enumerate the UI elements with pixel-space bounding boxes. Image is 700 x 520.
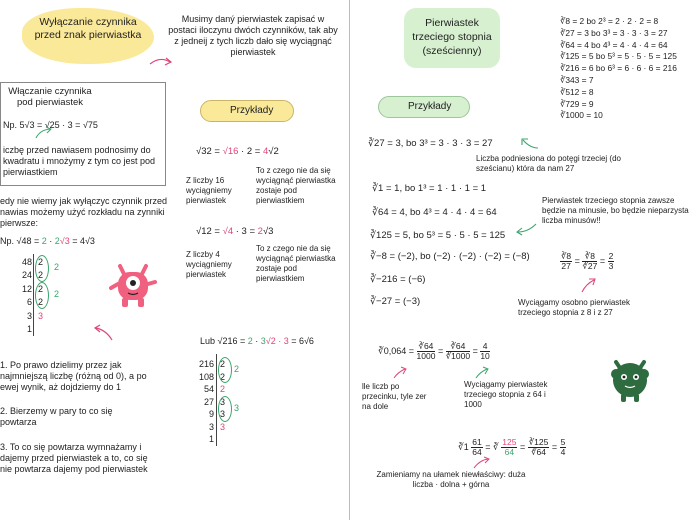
frac-f: 3: [608, 261, 614, 271]
arrow-icon: [518, 136, 540, 152]
box-note: iczbę przed nawiasem podnosimy do kwadratu i mnożymy z tym co jest pod pierwiastkiem: [3, 145, 156, 177]
table-row: ∛343 = 7: [560, 74, 594, 85]
dec-c: ∛64: [446, 342, 470, 352]
right-title: Pierwiastek trzeciego stopnia (sześcienny): [412, 17, 492, 57]
dec-e: 4: [480, 342, 489, 352]
mixed-frac3: [528, 438, 550, 457]
np48-e: √3: [59, 236, 70, 246]
lub216-equation: [200, 336, 314, 347]
equals-sign: =: [574, 255, 583, 266]
dec-a: ∛64: [417, 342, 436, 352]
ex1-equation: ∛1 = 1, bo 1³ = 1 · 1 · 1 = 1: [372, 183, 487, 194]
f48-l2: 12: [21, 283, 32, 294]
equals-sign: = ∛: [485, 441, 499, 452]
mixed-frac1: [471, 438, 482, 457]
arrow-icon: [34, 126, 54, 140]
step1-text: 1. Po prawo dzielimy przez jak najmniejszą liczbę (różną od 0), a po ewej wynik, aż dojdziemy do 1: [0, 360, 147, 392]
f48-r2: 2: [38, 283, 44, 294]
table-row: ∛1000 = 10: [560, 110, 603, 121]
f216-r4: 3: [220, 409, 226, 419]
table-row: ∛27 = 3 bo 3³ = 3 · 3 · 3 = 27: [560, 27, 668, 38]
dec-a-val: 64: [423, 341, 434, 351]
arrow-icon: [578, 276, 598, 294]
ex2-b: √4: [222, 226, 234, 237]
fraction-note: Wyciągamy osobno pierwiastek trzeciego stopnia z 8 i z 27: [518, 298, 630, 317]
table-row: ∛729 = 9: [560, 98, 594, 109]
ex27-note: Liczba podniesiona do potęgi trzeciej (do sześcianu) która da nam 27: [476, 154, 621, 173]
np48-f: = 4√3: [69, 236, 95, 246]
table-row: ∛64 = 4 bo 4³ = 4 · 4 · 4 = 64: [560, 39, 668, 50]
dec-frac1: [417, 342, 436, 361]
example1-left-note: Z liczby 16 wyciągniemy pierwiastek: [186, 176, 232, 205]
arrow-icon: [514, 222, 538, 236]
ex1-b: √16: [222, 146, 239, 157]
fraction-equation: [560, 252, 614, 271]
pink-monster-illustration: [108, 258, 158, 310]
pair-mark: [218, 357, 232, 383]
table-row: ∛512 = 8: [560, 86, 594, 97]
f216-l3: 27: [203, 396, 214, 407]
np48-b: 2: [41, 236, 47, 246]
f216-r2: 2: [220, 384, 226, 394]
equals-sign: =: [519, 441, 528, 452]
ex2-a: √12 =: [196, 226, 223, 237]
frac-c: ∛8: [582, 252, 597, 262]
np48-equation: [0, 236, 95, 247]
frac-mid: [582, 252, 597, 271]
frac-b: 27: [561, 261, 571, 271]
mixed-frac4: [560, 438, 567, 457]
mix-h: 5: [560, 437, 566, 447]
step2-text: 2. Bierzemy w pary to co się powtarza: [0, 406, 113, 427]
decimal-note-zeros: lle liczb po przecinku, tyle zer na dole: [362, 382, 427, 411]
pair-result: 2: [54, 262, 60, 272]
frac-rhs: [608, 252, 615, 271]
box-title: Włączanie czynnika pod pierwiastek: [8, 86, 92, 108]
examples-label-text: Przykłady: [230, 105, 274, 116]
pair-mark: [35, 255, 49, 282]
lub-d: 3: [260, 336, 266, 346]
pair-result: 2: [54, 289, 60, 299]
mixed-number-equation: [458, 438, 566, 457]
ex1-e: √2: [268, 146, 279, 157]
f48-l4: 3: [26, 310, 32, 321]
dec-frac3: [480, 342, 489, 361]
pair-result: 2: [234, 364, 240, 374]
dec-frac2: [446, 342, 470, 361]
np48-d: 2: [54, 236, 60, 246]
factorization-intro: edy nie wiemy jak wyłączyc czynnik przed nawias możemy użyć rozkładu na zynniki pierwsze:: [0, 196, 168, 228]
ex125-equation: ∛125 = 5, bo 5³ = 5 · 5 · 5 = 125: [370, 230, 506, 241]
table-row: ∛125 = 5 bo 5³ = 5 · 5 · 5 = 125: [560, 51, 677, 62]
table-row: ∛216 = 6 bo 6³ = 6 · 6 · 6 = 216: [560, 63, 677, 74]
ex64-equation: ∛64 = 4, bo 4³ = 4 · 4 · 4 = 64: [372, 207, 497, 218]
f216-l1: 108: [198, 371, 214, 382]
mix-e: 64: [504, 447, 515, 457]
mix-i: 4: [560, 447, 566, 457]
mixed-frac2: [501, 438, 517, 457]
arrow-icon: [92, 324, 114, 342]
pair-mark: [218, 396, 232, 422]
f216-l2: 54: [203, 384, 214, 394]
minus-note: Pierwiastek trzeciego stopnia zawsze będzie na minusie, bo będzie nieparzysta liczba minusów!!: [542, 196, 689, 225]
arrow-icon: [472, 456, 492, 470]
equals-sign: =: [472, 345, 481, 356]
step3-text: 3. To co się powtarza wymnażamy i dajemy przed pierwiastek a to, co się nie powtarza dajemy pod pierwiastek: [0, 442, 148, 474]
pair-mark: [35, 282, 49, 309]
f216-r3: 3: [220, 396, 226, 407]
f216-l5: 3: [208, 421, 214, 432]
f48-l0: 48: [21, 257, 32, 267]
np48-a: Np. √48 =: [0, 236, 42, 246]
ex1-d: 4: [262, 146, 269, 157]
f48-r1: 2: [38, 270, 44, 281]
cube-root-table: [560, 16, 677, 122]
ex1-c: · 2 =: [238, 146, 263, 157]
example2-left-note: Z liczby 4 wyciągniemy pierwiastek: [186, 250, 232, 279]
exm216-equation: ∛−216 = (−6): [370, 274, 426, 285]
decimal-note-extract: Wyciągamy pierwiastek trzeciego stopnia z 64 i 1000: [464, 380, 548, 409]
mix-b: 61: [472, 437, 482, 447]
example2-equation: [196, 226, 273, 237]
frac-e: 2: [608, 251, 614, 261]
frac-a: ∛8: [561, 251, 572, 261]
f216-r5: 3: [220, 421, 226, 432]
ex27-equation: ∛27 = 3, bo 3³ = 3 · 3 · 3 = 27: [368, 138, 493, 149]
mixed-note: Zamieniamy na ułamek niewłaściwy: duża liczba · dolna + górna: [376, 470, 526, 489]
factor216-divider: [216, 354, 217, 446]
ex2-d: 2: [257, 226, 263, 237]
examples-label-right-text: Przykłady: [408, 101, 452, 112]
f216-l0: 216: [198, 359, 214, 369]
frac-lhs: [560, 252, 572, 271]
arrow-icon: [148, 54, 174, 68]
mix-d: 125: [502, 437, 517, 447]
mixed-root-whole: ∛1: [458, 441, 469, 452]
equals-sign: =: [437, 345, 446, 356]
frac-d: ∛27: [582, 261, 598, 271]
mix-f: ∛125: [528, 437, 549, 447]
left-title: Wyłączanie czynnika przed znak pierwiastka: [34, 16, 142, 41]
mix-g: ∛64: [531, 447, 546, 457]
lub-f: = 6√6: [288, 336, 314, 346]
f216-l6: 1: [208, 434, 214, 444]
dec-lhs: ∛0,064 =: [378, 345, 417, 356]
decimal-equation: [378, 342, 490, 361]
table-row: ∛8 = 2 bo 2³ = 2 · 2 · 2 = 8: [560, 16, 659, 26]
ex1-a: √32 =: [196, 146, 223, 157]
f48-l5: 1: [26, 324, 32, 335]
f216-r1: 2: [220, 371, 226, 382]
exm27-equation: ∛−27 = (−3): [370, 296, 421, 307]
np48-c: ·: [46, 236, 55, 246]
f48-r3: 2: [38, 297, 44, 308]
lub-c: ·: [252, 336, 261, 346]
left-intro: Musimy daný pierwiastek zapisać w postaci iloczynu dwóch czynników, tak aby z jedneij z tych liczb dało się wyciągnąć pierwiastek: [168, 14, 338, 57]
dec-f: 10: [480, 351, 490, 361]
f48-l1: 24: [21, 270, 32, 281]
f216-r0: 2: [220, 359, 226, 369]
arrow-icon: [392, 366, 408, 380]
factor216-left-col: [194, 358, 214, 446]
f48-r0: 2: [38, 257, 44, 267]
mix-c: 64: [472, 447, 482, 457]
dec-b: 1000: [416, 351, 436, 361]
factor48-left-col: [16, 256, 32, 336]
dec-d: ∛1000: [445, 351, 471, 361]
factor48-divider: [33, 254, 34, 336]
example1-equation: [196, 146, 279, 157]
f216-l4: 9: [208, 409, 214, 419]
box-equation: Np. 5√3 = √25 · 3 = √75: [3, 120, 98, 130]
pair-result: 3: [234, 403, 240, 413]
lub-b: 2: [247, 336, 253, 346]
example1-right-note: To z czego nie da się wyciągnąć pierwiastka zostaje pod pierwiastkiem: [256, 166, 336, 205]
f48-r4: 3: [38, 310, 44, 321]
lub-e: √2 · 3: [265, 336, 289, 346]
exm8-equation: ∛−8 = (−2), bo (−2) · (−2) · (−2) = (−8): [370, 251, 530, 262]
ex2-c: · 3 =: [233, 226, 258, 237]
green-monster-illustration: [606, 352, 654, 404]
f48-l3: 6: [26, 297, 32, 308]
example2-right-note: To z czego nie da się wyciągnąć pierwiastka zostaje pod pierwiastkiem: [256, 244, 336, 283]
page-divider: [349, 0, 350, 520]
arrow-icon: [474, 366, 490, 380]
equals-sign: =: [599, 255, 608, 266]
lub-a: Lub √216 =: [200, 336, 248, 346]
ex2-e: √3: [262, 226, 274, 237]
equals-sign: =: [551, 441, 560, 452]
